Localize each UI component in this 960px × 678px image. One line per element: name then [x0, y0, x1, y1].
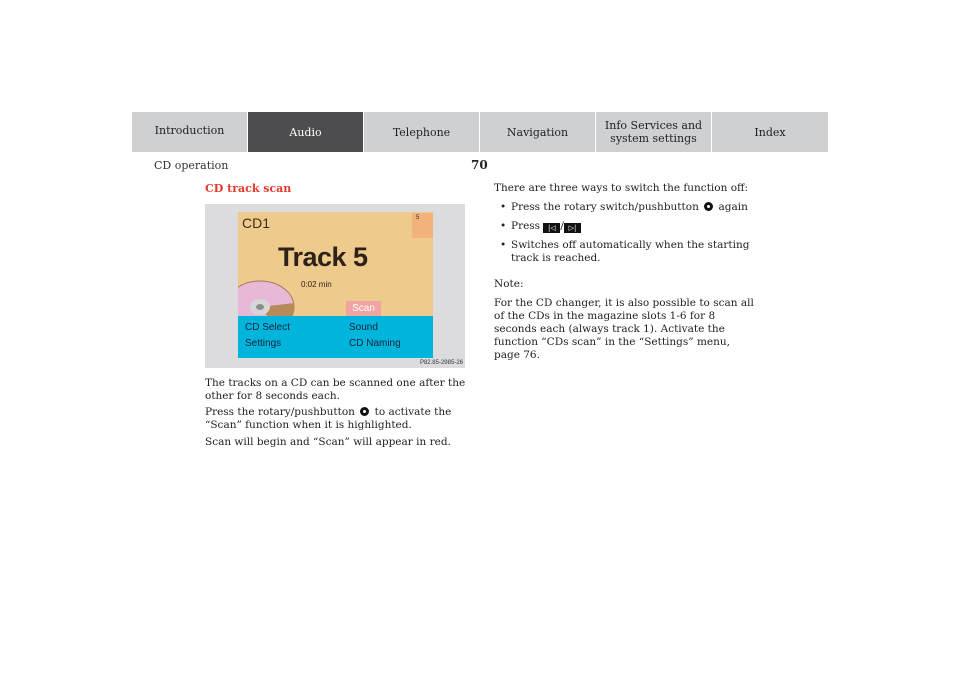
- paragraph-activate: [205, 406, 470, 432]
- rotary-pushbutton-icon: [704, 202, 713, 211]
- note-label: Note:: [494, 278, 524, 290]
- track-time: 0:02 min: [301, 280, 332, 289]
- corner-indicator: [412, 213, 433, 238]
- bullet-auto-off: • Switches off automatically when the starting track is reached.: [500, 239, 755, 265]
- tab-label-line2: system settings: [610, 132, 697, 145]
- menu-item-cd-select[interactable]: CD Select: [245, 322, 291, 333]
- bullet-rotary-again: [500, 201, 755, 214]
- tab-label-line1: Info Services and: [604, 119, 703, 132]
- note-text: For the CD changer, it is also possible to scan all of the CDs in the magazine slots 1-6 for 8 seconds each (always track 1). Activate the function “CDs scan” in the “Settings” menu, page 76.: [494, 297, 754, 361]
- key-separator: /: [560, 220, 564, 232]
- tab-telephone[interactable]: [364, 112, 480, 152]
- track-title: Track 5: [278, 242, 368, 272]
- corner-value: 5: [416, 215, 420, 221]
- cd-label: CD1: [242, 215, 271, 231]
- scan-menu-item[interactable]: Scan: [346, 301, 381, 317]
- press-text: Press: [511, 220, 541, 232]
- tab-index[interactable]: [712, 112, 828, 152]
- text-after-icon: again: [718, 201, 748, 213]
- display-screenshot-figure: [205, 204, 465, 368]
- paragraph-scan-begin: Scan will begin and “Scan” will appear in red.: [205, 436, 451, 448]
- tab-introduction[interactable]: [132, 112, 248, 152]
- bullet-press-keys: [500, 220, 755, 233]
- skip-back-icon: |◁: [543, 223, 560, 233]
- rotary-pushbutton-icon: [360, 407, 369, 416]
- text-before-icon: Press the rotary/pushbutton: [205, 406, 355, 418]
- section-heading: CD track scan: [205, 182, 292, 195]
- menu-item-sound[interactable]: Sound: [349, 322, 378, 333]
- tab-label: Telephone: [392, 125, 451, 139]
- section-title: CD operation: [154, 159, 229, 172]
- tab-audio[interactable]: [248, 112, 364, 152]
- tab-label: Navigation: [506, 125, 569, 139]
- menu-item-settings[interactable]: Settings: [245, 338, 282, 349]
- tab-label: Audio: [289, 125, 322, 139]
- tab-label: Introduction: [154, 124, 225, 137]
- display-menu: [238, 316, 433, 358]
- tab-label: Index: [754, 125, 786, 139]
- tab-info-services[interactable]: [596, 112, 712, 152]
- tab-navigation[interactable]: [480, 112, 596, 152]
- figure-code: P82.85-2985-26: [419, 360, 463, 366]
- menu-item-cd-naming[interactable]: CD Naming: [349, 338, 401, 349]
- text-before-icon: Press the rotary switch/pushbutton: [511, 201, 699, 213]
- page-number: 70: [471, 158, 488, 172]
- chapter-tab-bar: [132, 112, 828, 152]
- text-after-icon: to activate the “Scan” function when it is highlighted.: [205, 406, 452, 431]
- skip-forward-icon: ▷|: [564, 223, 581, 233]
- paragraph-switch-off-intro: There are three ways to switch the function off:: [494, 182, 749, 194]
- paragraph-scan-intro: The tracks on a CD can be scanned one after the other for 8 seconds each.: [205, 377, 466, 402]
- audio-display-screen: [238, 212, 433, 358]
